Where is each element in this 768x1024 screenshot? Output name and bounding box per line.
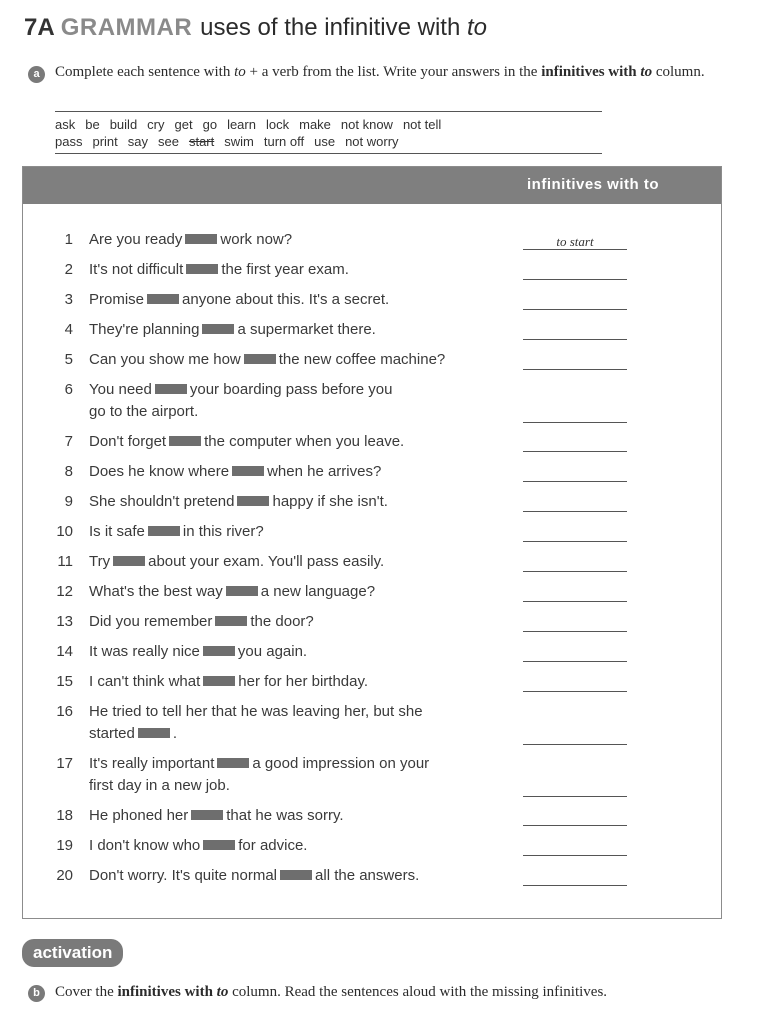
sentence-fragment: work now?: [220, 231, 293, 248]
word-list-item: turn off: [263, 134, 305, 149]
item-number: 13: [56, 613, 73, 630]
item-number: 2: [64, 261, 73, 278]
sentence-text: [89, 835, 489, 857]
sentence-text: [89, 491, 489, 513]
sentence-fragment: about your exam. You'll pass easily.: [148, 553, 385, 570]
sentence-text: [89, 753, 489, 797]
sentence-fragment: a new language?: [260, 583, 376, 600]
sentence-fragment: She shouldn't pretend: [89, 493, 235, 510]
item-number: 15: [56, 673, 73, 690]
sentence-text: [89, 461, 489, 483]
sentence-fragment: He tried to tell her that he was leaving her, but she: [89, 703, 423, 720]
sentence-fragment: all the answers.: [315, 867, 420, 884]
sentence-fragment: a good impression on your: [252, 755, 430, 772]
item-number: 3: [64, 291, 73, 308]
sentence-fragment: Did you remember: [89, 613, 213, 630]
answer-text: to start: [556, 234, 594, 249]
sentence-fragment: Is it safe: [89, 523, 145, 540]
sentence-fragment: Can you show me how: [89, 351, 241, 368]
word-list-item: see: [158, 134, 179, 149]
blank-gap: [237, 496, 269, 506]
item-number: 16: [56, 703, 73, 720]
sentence-text: [89, 611, 489, 633]
blank-gap: [169, 436, 201, 446]
item-number: 11: [57, 553, 73, 570]
item-number: 12: [56, 583, 73, 600]
sentence-text: [89, 349, 489, 371]
sentence-fragment: for advice.: [238, 837, 308, 854]
sentence-fragment: her for her birthday.: [238, 673, 369, 690]
sentence-fragment: that he was sorry.: [226, 807, 344, 824]
sentence-text: [89, 379, 489, 423]
item-number: 7: [64, 433, 73, 450]
word-list-item: not know: [340, 117, 393, 132]
word-list-item: be: [85, 117, 100, 132]
answer-line[interactable]: [523, 661, 627, 662]
sentence-text: [89, 701, 489, 745]
word-list-item: lock: [265, 117, 290, 132]
section-topic-italic: to: [466, 14, 487, 41]
blank-gap: [232, 466, 264, 476]
blank-gap: [186, 264, 218, 274]
word-list-item: swim: [224, 134, 254, 149]
word-list-item: not tell: [402, 117, 442, 132]
blank-gap: [202, 324, 234, 334]
sentence-text: [89, 551, 489, 573]
item-number: 9: [64, 493, 73, 510]
word-list-item: build: [109, 117, 138, 132]
answer-line[interactable]: [523, 511, 627, 512]
sentence-fragment: He phoned her: [89, 807, 189, 824]
sentence-fragment: the door?: [250, 613, 314, 630]
sentence-fragment: the computer when you leave.: [204, 433, 405, 450]
sentence-text: [89, 865, 489, 887]
section-label: GRAMMAR: [60, 14, 193, 41]
sentence-text: [89, 319, 489, 341]
answer-line[interactable]: [523, 744, 627, 745]
word-list-item: cry: [147, 117, 165, 132]
answer-line[interactable]: [523, 339, 627, 340]
item-number: 19: [56, 837, 73, 854]
sentence-text: [89, 581, 489, 603]
blank-gap: [138, 728, 170, 738]
word-list-item: not worry: [345, 134, 399, 149]
blank-gap: [226, 586, 258, 596]
exercise-panel: [22, 166, 722, 919]
sentence-fragment: go to the airport.: [89, 403, 199, 420]
sentence-text: [89, 521, 489, 543]
blank-gap: [244, 354, 276, 364]
word-list-item: make: [299, 117, 331, 132]
item-number: 8: [64, 463, 73, 480]
word-list-item: say: [127, 134, 148, 149]
sentence-fragment: I don't know who: [89, 837, 201, 854]
section-code: 7A: [24, 14, 55, 41]
sentence-fragment: in this river?: [182, 523, 264, 540]
word-list-item: print: [92, 134, 118, 149]
sentence-fragment: You need: [89, 381, 152, 398]
sentence-fragment: They're planning: [89, 321, 200, 338]
sentence-fragment: when he arrives?: [267, 463, 382, 480]
item-number: 18: [56, 807, 73, 824]
sentence-fragment: the new coffee machine?: [278, 351, 446, 368]
blank-gap: [148, 526, 180, 536]
answer-line[interactable]: [523, 825, 627, 826]
blank-gap: [113, 556, 145, 566]
sentence-fragment: a supermarket there.: [237, 321, 376, 338]
item-number: 20: [56, 867, 73, 884]
sentence-text: [89, 229, 489, 251]
item-number: 14: [56, 643, 73, 660]
item-number: 4: [64, 321, 73, 338]
sentence-fragment: first day in a new job.: [89, 777, 230, 794]
sentence-text: [89, 259, 489, 281]
exercise-b-badge: b: [28, 985, 45, 1002]
word-list-item: use: [314, 134, 336, 149]
blank-gap: [203, 676, 235, 686]
sentence-fragment: Are you ready: [89, 231, 183, 248]
exercise-b-instruction: Cover the infinitives with to column. Read the sentences aloud with the missing infinitives.: [55, 984, 608, 1000]
item-number: 17: [56, 755, 73, 772]
sentence-text: [89, 289, 489, 311]
sentence-fragment: anyone about this. It's a secret.: [182, 291, 390, 308]
section-topic: uses of the infinitive with: [200, 14, 461, 41]
sentence-fragment: happy if she isn't.: [272, 493, 388, 510]
sentence-fragment: your boarding pass before you: [189, 381, 393, 398]
blank-gap: [155, 384, 187, 394]
answer-line[interactable]: [523, 631, 627, 632]
sentence-fragment: Promise: [89, 291, 145, 308]
sentence-fragment: I can't think what: [89, 673, 201, 690]
sentence-fragment: Don't forget: [89, 433, 167, 450]
answer-line[interactable]: [523, 369, 627, 370]
blank-gap: [203, 646, 235, 656]
sentence-fragment: Don't worry. It's quite normal: [89, 867, 278, 884]
activation-label: activation: [22, 939, 123, 967]
column-header: infinitives with to: [527, 176, 659, 193]
item-number: 1: [64, 231, 73, 248]
answer-line[interactable]: [523, 279, 627, 280]
answer-line[interactable]: [523, 481, 627, 482]
sentence-fragment: Try: [89, 553, 111, 570]
answer-line[interactable]: [523, 796, 627, 797]
word-list-bottom-rule: [55, 153, 602, 154]
sentence-fragment: It's really important: [89, 755, 215, 772]
blank-gap: [191, 810, 223, 820]
blank-gap: [185, 234, 217, 244]
answer-line[interactable]: [523, 451, 627, 452]
blank-gap: [203, 840, 235, 850]
sentence-text: [89, 641, 489, 663]
sentence-text: [89, 671, 489, 693]
sentence-fragment: the first year exam.: [221, 261, 349, 278]
sentence-text: [89, 431, 489, 453]
word-list-row-1: [55, 116, 602, 133]
answer-line[interactable]: [523, 422, 627, 423]
item-number: 5: [64, 351, 73, 368]
page-heading: [24, 14, 487, 42]
sentence-fragment: What's the best way: [89, 583, 223, 600]
answer-line[interactable]: [523, 541, 627, 542]
answer-line[interactable]: [523, 601, 627, 602]
blank-gap: [217, 758, 249, 768]
word-list-item: start: [188, 134, 215, 149]
word-list-item: get: [174, 117, 193, 132]
answer-line[interactable]: [523, 309, 627, 310]
sentence-fragment: you again.: [237, 643, 308, 660]
item-number: 6: [64, 381, 73, 398]
answer-line[interactable]: [523, 855, 627, 856]
sentence-fragment: started: [89, 725, 135, 742]
word-list: [55, 116, 602, 150]
sentence-fragment: It's not difficult: [89, 261, 184, 278]
word-list-item: ask: [55, 117, 76, 132]
item-number: 10: [56, 523, 73, 540]
blank-gap: [147, 294, 179, 304]
answer-line[interactable]: [523, 885, 627, 886]
blank-gap: [215, 616, 247, 626]
exercise-a-instruction: Complete each sentence with to + a verb from the list. Write your answers in the infinitives with to column.: [55, 64, 705, 80]
sentence-fragment: .: [172, 725, 178, 742]
blank-gap: [280, 870, 312, 880]
answer-line[interactable]: [523, 571, 627, 572]
word-list-row-2: [55, 133, 602, 150]
word-list-item: pass: [55, 134, 83, 149]
word-list-item: go: [202, 117, 218, 132]
sentence-fragment: It was really nice: [89, 643, 200, 660]
panel-header: [23, 167, 721, 204]
word-list-item: learn: [227, 117, 256, 132]
answer-line[interactable]: [523, 691, 627, 692]
sentence-text: [89, 805, 489, 827]
exercise-a-badge: a: [28, 66, 45, 83]
word-list-top-rule: [55, 111, 602, 112]
sentence-fragment: Does he know where: [89, 463, 230, 480]
